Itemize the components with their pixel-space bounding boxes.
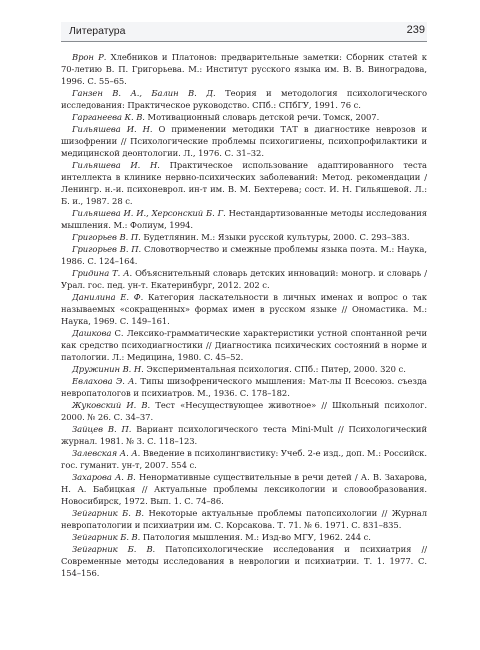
reference-author: Данилина Е. Ф. <box>72 292 144 302</box>
reference-entry <box>61 291 427 327</box>
reference-text: Хлебников и Платонов: предварительные заметки: Сборник статей к 70-летию В. П. Григорьева. М.: Институт русского языка им. В. В. Виноградова, 1996. С. 55–65. <box>61 52 427 86</box>
reference-entry <box>61 207 427 231</box>
reference-text: Введение в психолингвистику: Учеб. 2-е изд., доп. М.: Российск. гос. гуманит. ун-т, 2007. 554 с. <box>61 448 427 470</box>
reference-entry <box>61 471 427 507</box>
reference-entry <box>61 507 427 531</box>
reference-author: Дружинин В. Н. <box>72 364 144 374</box>
reference-author: Зейгарник Б. В. <box>72 544 156 554</box>
reference-entry <box>61 123 427 159</box>
reference-text: Патопсихологические исследования и психиатрия // Современные методы исследования в неврологии и психиатрии. Т. 1. 1977. С. 154–156. <box>61 544 427 578</box>
reference-author: Гридина Т. А. <box>72 268 133 278</box>
reference-entry <box>61 327 427 363</box>
reference-author: Зейгарник Б. В. <box>72 508 145 518</box>
reference-author: Ганзен В. А., Балин В. Д. <box>72 88 216 98</box>
reference-text: Некоторые актуальные проблемы патопсихологии // Журнал невропатологии и психиатрии им. С. Корсакова. Т. 71. № 6. 1971. С. 831–835. <box>61 508 427 530</box>
reference-text: Теория и методология психологического исследования: Практическое руководство. СПб.: СПбГУ, 1991. 76 с. <box>61 88 427 110</box>
reference-author: Зайцев В. П. <box>72 424 132 434</box>
reference-entry <box>61 423 427 447</box>
reference-entry <box>61 543 427 579</box>
reference-entry <box>61 51 427 87</box>
reference-entry <box>61 111 427 123</box>
reference-author: Григорьев В. П. <box>72 244 142 254</box>
reference-text: Ненормативные существительные в речи детей / А. В. Захарова, Н. А. Бабицкая // Актуальные проблемы лексикологии и словообразования. Новосибирск, 1972. Вып. 1. С. 74–86. <box>61 472 427 506</box>
reference-author: Гильяшева И. И., Херсонский Б. Г. <box>72 208 226 218</box>
reference-entry <box>61 399 427 423</box>
running-header <box>61 22 427 42</box>
reference-text: Категория ласкательности в личных именах и вопрос о так называемых «сокращенных» формах имен в русском языке // Ономастика. М.: Наука, 1969. С. 149–161. <box>61 292 427 326</box>
reference-text: Объяснительный словарь детских инноваций: моногр. и словарь / Урал. гос. пед. ун-т. Екатеринбург, 2012. 202 с. <box>61 268 427 290</box>
reference-list <box>61 51 427 579</box>
reference-author: Евлахова Э. А. <box>72 376 138 386</box>
page-number: 239 <box>406 24 425 36</box>
reference-author: Жуковский И. В. <box>72 400 151 410</box>
reference-text: Практическое использование адаптированного теста интеллекта в клинике нервно-психических заболеваний: Метод. рекомендации / Ленингр. н.-и. психоневрол. ин-т им. В. М. Бехтерева; сост. И. Н. Гильяшевой. Л.: Б. и., 1987. 28 с. <box>61 160 427 206</box>
reference-entry <box>61 447 427 471</box>
reference-text: Вариант психологического теста Mini-Mult // Психологический журнал. 1981. № 3. С. 118–123. <box>61 424 427 446</box>
reference-author: Гильяшева И. Н. <box>72 160 160 170</box>
reference-author: Врон Р. <box>72 52 107 62</box>
reference-text: С. Лексико-грамматические характеристики устной спонтанной речи как средство психодиагностики // Диагностика психических состояний в норме и патологии. Л.: Медицина, 1980. С. 45–52. <box>61 328 427 362</box>
reference-text: Мотивационный словарь детской речи. Томск, 2007. <box>147 112 380 122</box>
reference-text: Нестандартизованные методы исследования мышления. М.: Фолиум, 1994. <box>61 208 427 230</box>
reference-text: Будетлянин. М.: Языки русской культуры, 2000. С. 293–383. <box>143 232 410 242</box>
reference-entry <box>61 531 427 543</box>
reference-author: Гильяшева И. Н. <box>72 124 153 134</box>
reference-entry <box>61 159 427 207</box>
reference-text: Словотворчество и смежные проблемы языка поэта. М.: Наука, 1986. С. 124–164. <box>61 244 427 266</box>
reference-text: Тест «Несуществующее животное» // Школьный психолог. 2000. № 26. С. 34–37. <box>61 400 427 422</box>
reference-author: Зейгарник Б. В. <box>72 532 141 542</box>
reference-author: Гарганеева К. В. <box>72 112 145 122</box>
reference-entry <box>61 243 427 267</box>
reference-text: Патология мышления. М.: Изд-во МГУ, 1962. 244 с. <box>142 532 371 542</box>
reference-text: О применении методики ТАТ в диагностике неврозов и шизофрении // Психологические проблемы психогигиены, психопрофилактики и медицинской деонтологии. Л., 1976. С. 31–32. <box>61 124 427 158</box>
reference-author: Дашкова <box>72 328 112 338</box>
reference-entry <box>61 231 427 243</box>
reference-author: Григорьев В. П. <box>72 232 141 242</box>
reference-text: Типы шизофренического мышления: Мат-лы II Всесоюз. съезда невропатологов и психиатров. М., 1936. С. 178–182. <box>61 376 427 398</box>
reference-entry <box>61 87 427 111</box>
reference-entry <box>61 267 427 291</box>
reference-author: Захарова А. В. <box>72 472 136 482</box>
section-title: Литература <box>69 25 126 37</box>
reference-entry <box>61 375 427 399</box>
reference-author: Залевская А. А. <box>72 448 141 458</box>
reference-entry <box>61 363 427 375</box>
reference-text: Экспериментальная психология. СПб.: Питер, 2000. 320 с. <box>146 364 406 374</box>
